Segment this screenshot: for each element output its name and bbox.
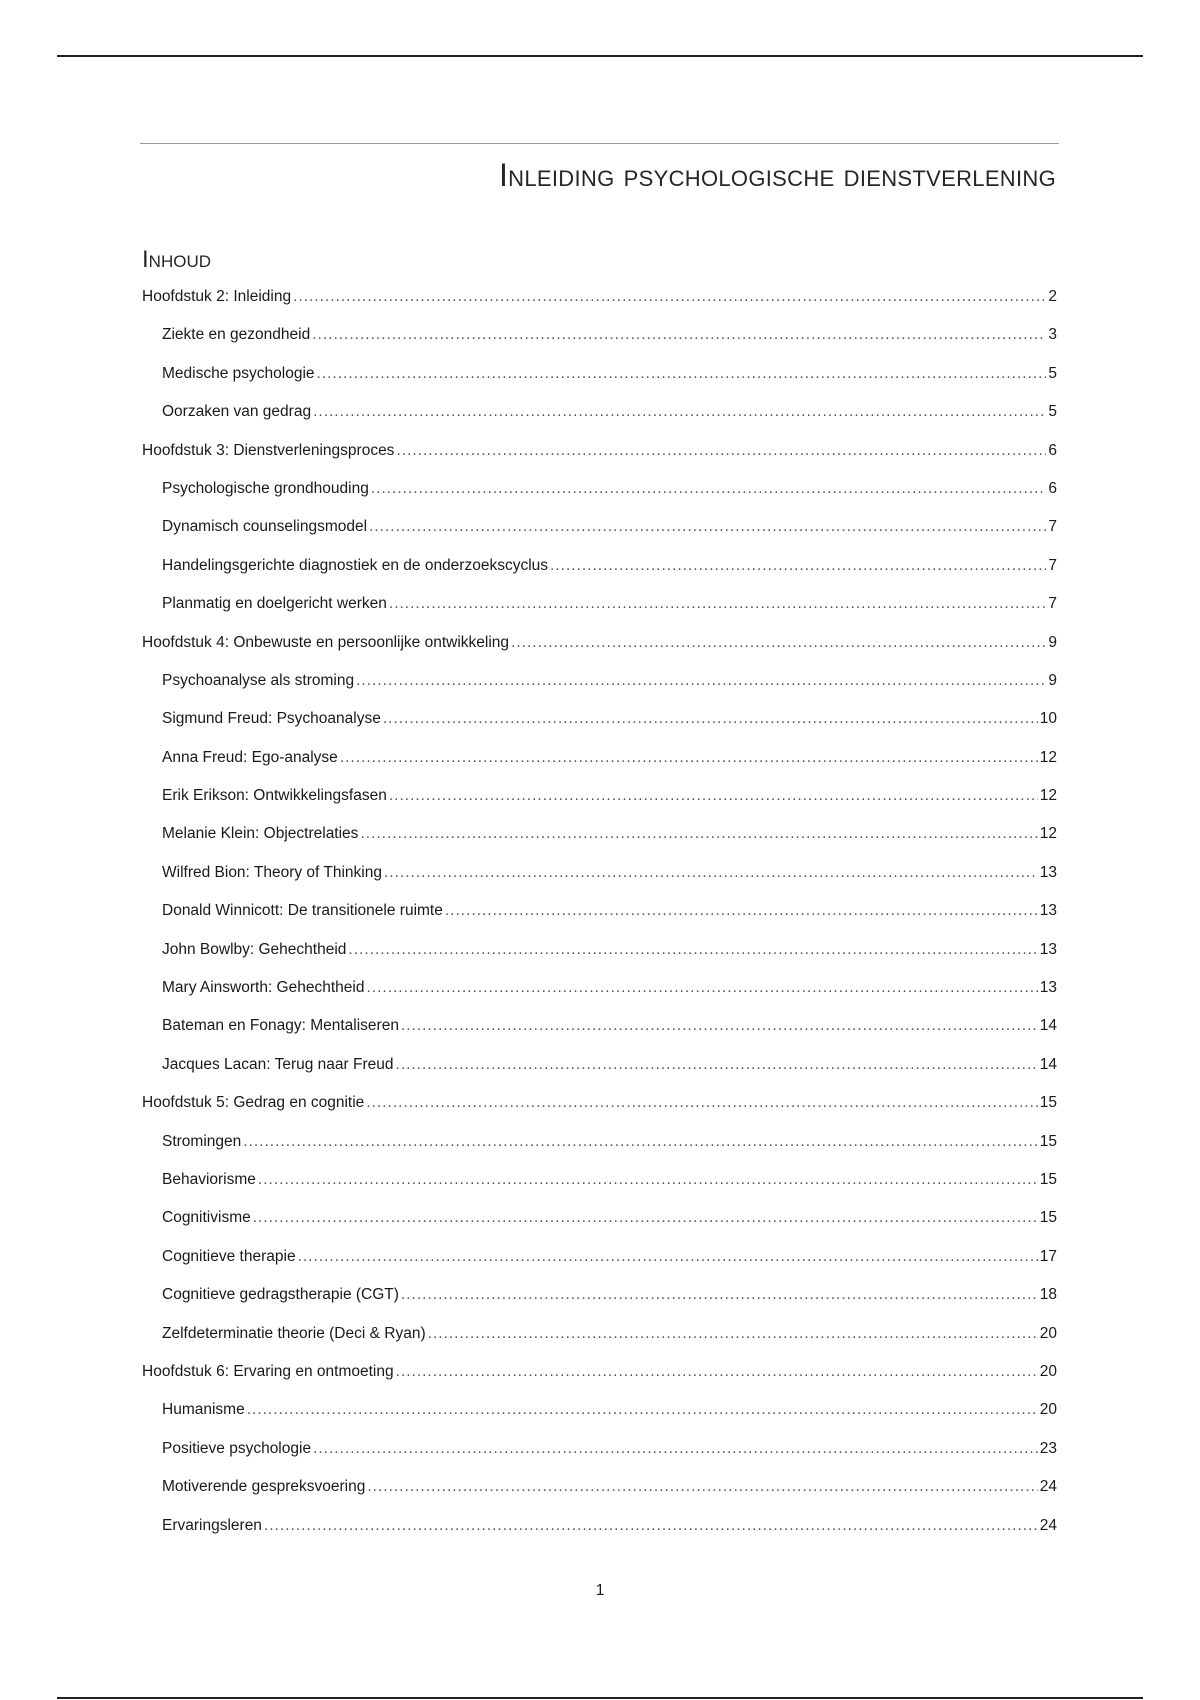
toc-dot-leader (384, 864, 1038, 882)
toc-dot-leader (396, 1056, 1038, 1074)
toc-entry-label: Melanie Klein: Objectrelaties (162, 825, 359, 843)
toc-section-entry[interactable] (142, 787, 1057, 825)
toc-dot-leader (258, 1171, 1038, 1189)
toc-entry-label: Dynamisch counselingsmodel (162, 518, 368, 536)
toc-section-entry[interactable] (142, 1440, 1057, 1478)
toc-dot-leader (313, 403, 1046, 421)
toc-entry-page: 13 (1039, 902, 1057, 920)
toc-entry-page: 14 (1039, 1055, 1057, 1073)
toc-section-entry[interactable] (142, 403, 1057, 441)
toc-section-entry[interactable] (142, 1478, 1057, 1516)
toc-entry-label: Medische psychologie (162, 364, 315, 382)
toc-entry-page: 9 (1048, 633, 1057, 651)
toc-dot-leader (312, 326, 1046, 344)
toc-section-entry[interactable] (142, 1401, 1057, 1439)
toc-entry-label: Psychologische grondhouding (162, 479, 369, 497)
toc-dot-leader (366, 979, 1037, 997)
toc-section-entry[interactable] (142, 595, 1057, 633)
toc-entry-label: Bateman en Fonagy: Mentaliseren (162, 1017, 399, 1035)
toc-section-entry[interactable] (142, 1017, 1057, 1055)
toc-entry-page: 24 (1039, 1516, 1057, 1534)
toc-dot-leader (550, 557, 1046, 575)
toc-dot-leader (396, 1363, 1038, 1381)
toc-entry-page: 7 (1048, 595, 1057, 613)
toc-section-entry[interactable] (142, 518, 1057, 556)
toc-entry-label: Wilfred Bion: Theory of Thinking (162, 863, 382, 881)
toc-dot-leader (313, 1440, 1038, 1458)
toc-entry-page: 7 (1048, 518, 1057, 536)
toc-dot-leader (360, 825, 1037, 843)
toc-entry-page: 13 (1039, 979, 1057, 997)
toc-entry-label: Hoofdstuk 4: Onbewuste en persoonlijke ontwikkeling (142, 633, 510, 651)
toc-entry-page: 15 (1039, 1170, 1057, 1188)
toc-section-entry[interactable] (142, 1133, 1057, 1171)
toc-dot-leader (348, 941, 1037, 959)
toc-entry-page: 17 (1039, 1247, 1057, 1265)
toc-entry-label: Zelfdeterminatie theorie (Deci & Ryan) (162, 1324, 426, 1342)
toc-chapter-entry[interactable] (142, 288, 1057, 326)
toc-section-entry[interactable] (142, 1209, 1057, 1247)
toc-section-entry[interactable] (142, 480, 1057, 518)
toc-entry-label: Sigmund Freud: Psychoanalyse (162, 710, 381, 728)
toc-entry-page: 20 (1039, 1324, 1057, 1342)
toc-entry-label: Hoofdstuk 3: Dienstverleningsproces (142, 441, 395, 459)
toc-section-entry[interactable] (142, 365, 1057, 403)
toc-entry-page: 15 (1039, 1094, 1057, 1112)
toc-entry-page: 7 (1048, 556, 1057, 574)
toc-section-entry[interactable] (142, 326, 1057, 364)
toc-dot-leader (317, 365, 1047, 383)
toc-entry-page: 2 (1048, 288, 1057, 305)
toc-dot-leader (511, 634, 1046, 652)
toc-dot-leader (356, 672, 1046, 690)
toc-entry-label: Motiverende gespreksvoering (162, 1478, 366, 1496)
toc-entry-label: Hoofdstuk 6: Ervaring en ontmoeting (142, 1362, 394, 1380)
toc-section-entry[interactable] (142, 979, 1057, 1017)
table-of-contents (142, 288, 1057, 1555)
toc-chapter-entry[interactable] (142, 634, 1057, 672)
toc-dot-leader (340, 749, 1038, 767)
toc-entry-label: Erik Erikson: Ontwikkelingsfasen (162, 787, 387, 805)
toc-dot-leader (253, 1209, 1038, 1227)
toc-entry-page: 18 (1039, 1286, 1057, 1304)
toc-entry-page: 5 (1048, 403, 1057, 421)
toc-section-entry[interactable] (142, 902, 1057, 940)
toc-entry-page: 13 (1039, 940, 1057, 958)
toc-dot-leader (367, 1478, 1037, 1496)
toc-entry-page: 6 (1048, 479, 1057, 497)
toc-section-entry[interactable] (142, 941, 1057, 979)
document-title: Inleiding psychologische dienstverlening (498, 157, 1056, 193)
toc-entry-page: 20 (1039, 1362, 1057, 1380)
toc-section-entry[interactable] (142, 557, 1057, 595)
toc-chapter-entry[interactable] (142, 1363, 1057, 1401)
toc-entry-label: Donald Winnicott: De transitionele ruimte (162, 902, 443, 920)
toc-section-entry[interactable] (142, 1325, 1057, 1363)
toc-dot-leader (389, 787, 1038, 805)
toc-dot-leader (264, 1517, 1038, 1535)
toc-entry-page: 14 (1039, 1017, 1057, 1035)
toc-dot-leader (369, 518, 1046, 536)
toc-entry-label: Stromingen (162, 1132, 242, 1150)
toc-dot-leader (247, 1401, 1038, 1419)
toc-dot-leader (366, 1094, 1037, 1112)
toc-section-entry[interactable] (142, 1248, 1057, 1286)
toc-section-entry[interactable] (142, 1171, 1057, 1209)
toc-section-entry[interactable] (142, 1056, 1057, 1094)
toc-section-entry[interactable] (142, 864, 1057, 902)
toc-entry-label: Mary Ainsworth: Gehechtheid (162, 979, 365, 997)
toc-dot-leader (396, 442, 1046, 460)
toc-dot-leader (383, 710, 1038, 728)
toc-entry-label: Oorzaken van gedrag (162, 403, 312, 421)
toc-entry-label: Behaviorisme (162, 1170, 256, 1188)
toc-chapter-entry[interactable] (142, 442, 1057, 480)
toc-entry-page: 12 (1039, 787, 1057, 805)
toc-section-entry[interactable] (142, 1517, 1057, 1555)
page-number: 1 (595, 1582, 605, 1599)
toc-entry-page: 20 (1039, 1401, 1057, 1419)
toc-entry-page: 23 (1039, 1439, 1057, 1457)
toc-entry-label: Cognitivisme (162, 1209, 251, 1227)
toc-chapter-entry[interactable] (142, 1094, 1057, 1132)
toc-section-entry[interactable] (142, 749, 1057, 787)
toc-entry-page: 6 (1048, 441, 1057, 459)
toc-dot-leader (371, 480, 1047, 498)
toc-dot-leader (389, 595, 1046, 613)
toc-dot-leader (428, 1325, 1038, 1343)
toc-entry-page: 15 (1039, 1209, 1057, 1227)
toc-entry-page: 5 (1048, 364, 1057, 382)
page-footer-rule (57, 1697, 1143, 1699)
toc-entry-label: Planmatig en doelgericht werken (162, 595, 387, 613)
toc-dot-leader (293, 288, 1046, 306)
toc-entry-label: John Bowlby: Gehechtheid (162, 940, 347, 958)
toc-dot-leader (401, 1017, 1038, 1035)
toc-dot-leader (445, 902, 1038, 920)
toc-entry-label: Handelingsgerichte diagnostiek en de onderzoekscyclus (162, 556, 549, 574)
toc-entry-page: 15 (1039, 1132, 1057, 1150)
toc-entry-label: Cognitieve therapie (162, 1247, 296, 1265)
toc-section-entry[interactable] (142, 672, 1057, 710)
toc-section-entry[interactable] (142, 710, 1057, 748)
title-rule (140, 143, 1059, 144)
toc-entry-label: Ziekte en gezondheid (162, 326, 311, 344)
toc-entry-label: Humanisme (162, 1401, 245, 1419)
toc-entry-page: 9 (1048, 671, 1057, 689)
toc-entry-label: Hoofdstuk 2: Inleiding (142, 288, 292, 305)
toc-entry-label: Anna Freud: Ego-analyse (162, 748, 338, 766)
toc-entry-page: 13 (1039, 863, 1057, 881)
toc-entry-page: 12 (1039, 748, 1057, 766)
page-header-rule (57, 55, 1143, 57)
toc-entry-label: Psychoanalyse als stroming (162, 671, 355, 689)
toc-entry-label: Ervaringsleren (162, 1516, 262, 1534)
toc-entry-label: Positieve psychologie (162, 1439, 312, 1457)
toc-heading: Inhoud (142, 246, 211, 273)
toc-entry-page: 3 (1048, 326, 1057, 344)
toc-entry-page: 10 (1039, 710, 1057, 728)
toc-dot-leader (243, 1133, 1037, 1151)
toc-entry-page: 12 (1039, 825, 1057, 843)
toc-dot-leader (298, 1248, 1038, 1266)
toc-section-entry[interactable] (142, 1286, 1057, 1324)
toc-entry-label: Cognitieve gedragstherapie (CGT) (162, 1286, 399, 1304)
toc-dot-leader (401, 1286, 1038, 1304)
toc-entry-label: Jacques Lacan: Terug naar Freud (162, 1055, 394, 1073)
toc-entry-page: 24 (1039, 1478, 1057, 1496)
toc-section-entry[interactable] (142, 825, 1057, 863)
toc-entry-label: Hoofdstuk 5: Gedrag en cognitie (142, 1094, 365, 1112)
